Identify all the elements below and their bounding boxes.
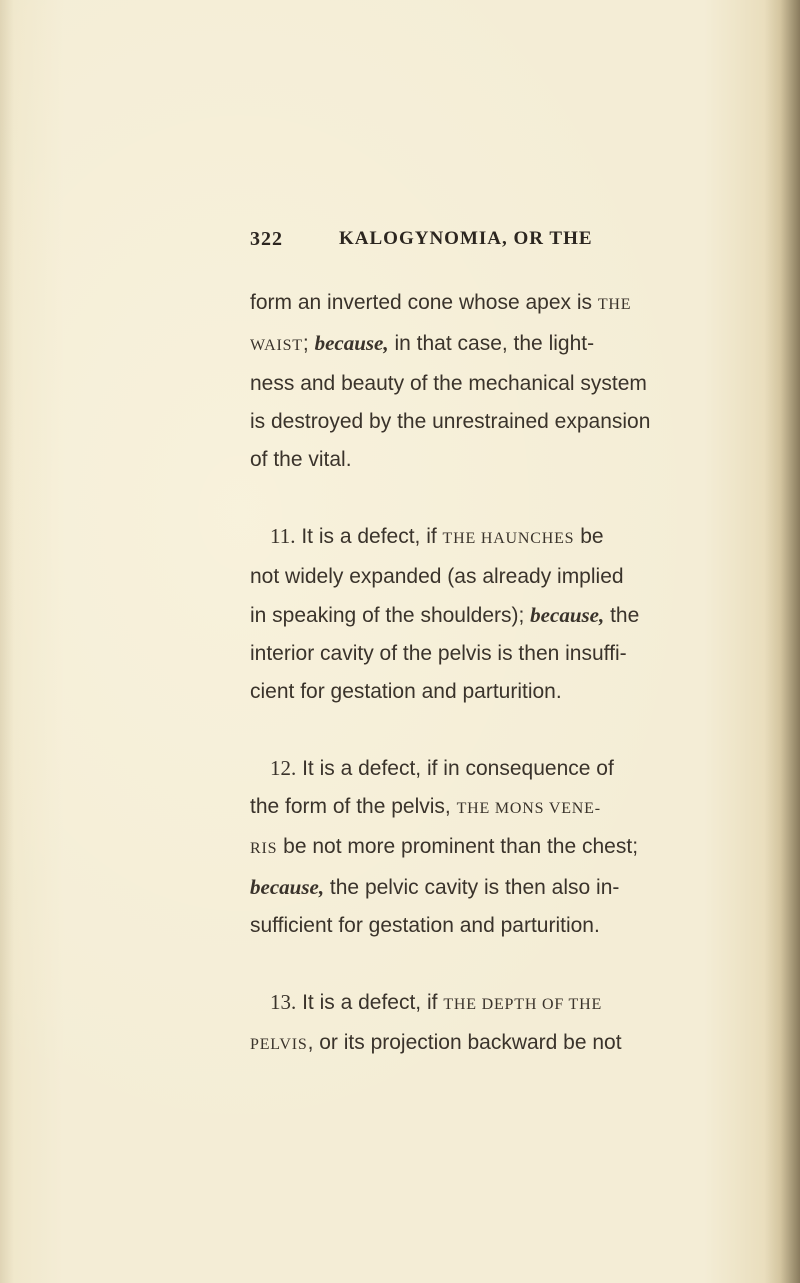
paragraph-number: 13. <box>270 990 297 1014</box>
paragraph-number: 12. <box>270 756 297 780</box>
small-caps-run: PELVIS <box>250 1036 308 1053</box>
text-run: form an inverted cone whose apex is <box>250 291 598 314</box>
text-run: the <box>604 604 640 627</box>
text-run: in that case, the light- <box>388 332 595 355</box>
text-line: sufficient for gestation and parturition. <box>250 914 600 937</box>
text-line <box>250 1024 720 1064</box>
paragraph-11 <box>250 517 720 711</box>
text-line: interior cavity of the pelvis is then insuffi- <box>250 642 627 665</box>
text-line: is destroyed by the unrestrained expansion <box>250 410 651 433</box>
text-line <box>250 324 720 365</box>
text-run: It is a defect, if in consequence of <box>296 757 614 780</box>
text-line <box>250 596 720 635</box>
text-run: It is a defect, if <box>296 991 444 1014</box>
text-run: be not more prominent than the chest; <box>277 835 639 858</box>
page-gutter-shadow <box>0 0 14 1283</box>
italic-run: because, <box>314 331 389 355</box>
italic-run: because, <box>530 603 605 627</box>
text-line: ness and beauty of the mechanical system <box>250 372 647 395</box>
text-run: ; <box>302 332 315 355</box>
small-caps-run: THE HAUNCHES <box>442 530 575 547</box>
text-line <box>250 517 720 558</box>
text-line <box>250 749 720 788</box>
page-edge-shadow <box>764 0 800 1283</box>
text-line <box>250 868 720 907</box>
page-number: 322 <box>250 228 283 250</box>
italic-run: because, <box>250 875 325 899</box>
running-head: KALOGYNOMIA, OR THE <box>339 228 593 249</box>
small-caps-run: RIS <box>250 840 278 857</box>
text-line <box>250 284 720 324</box>
text-run: be <box>574 525 604 548</box>
small-caps-run: THE MONS VENE- <box>456 800 601 817</box>
text-run: the form of the pelvis, <box>250 795 457 818</box>
text-line <box>250 828 720 868</box>
paragraph-13 <box>250 983 720 1064</box>
text-line <box>250 983 720 1024</box>
text-run: the pelvic cavity is then also in- <box>324 876 620 899</box>
small-caps-run: WAIST <box>250 337 303 354</box>
text-run: in speaking of the shoulders); <box>250 604 531 627</box>
paragraph-number: 11. <box>270 524 296 548</box>
text-line <box>250 788 720 828</box>
text-line: not widely expanded (as already implied <box>250 565 624 588</box>
text-line: of the vital. <box>250 448 352 471</box>
body-text <box>250 284 720 1102</box>
paragraph-12 <box>250 749 720 945</box>
page-header <box>250 228 720 258</box>
paragraph-1 <box>250 284 720 479</box>
text-run: It is a defect, if <box>295 525 443 548</box>
small-caps-run: THE DEPTH OF THE <box>443 996 603 1013</box>
text-line: cient for gestation and parturition. <box>250 680 562 703</box>
small-caps-run: THE <box>597 296 632 313</box>
text-run: , or its projection backward be not <box>307 1031 622 1054</box>
